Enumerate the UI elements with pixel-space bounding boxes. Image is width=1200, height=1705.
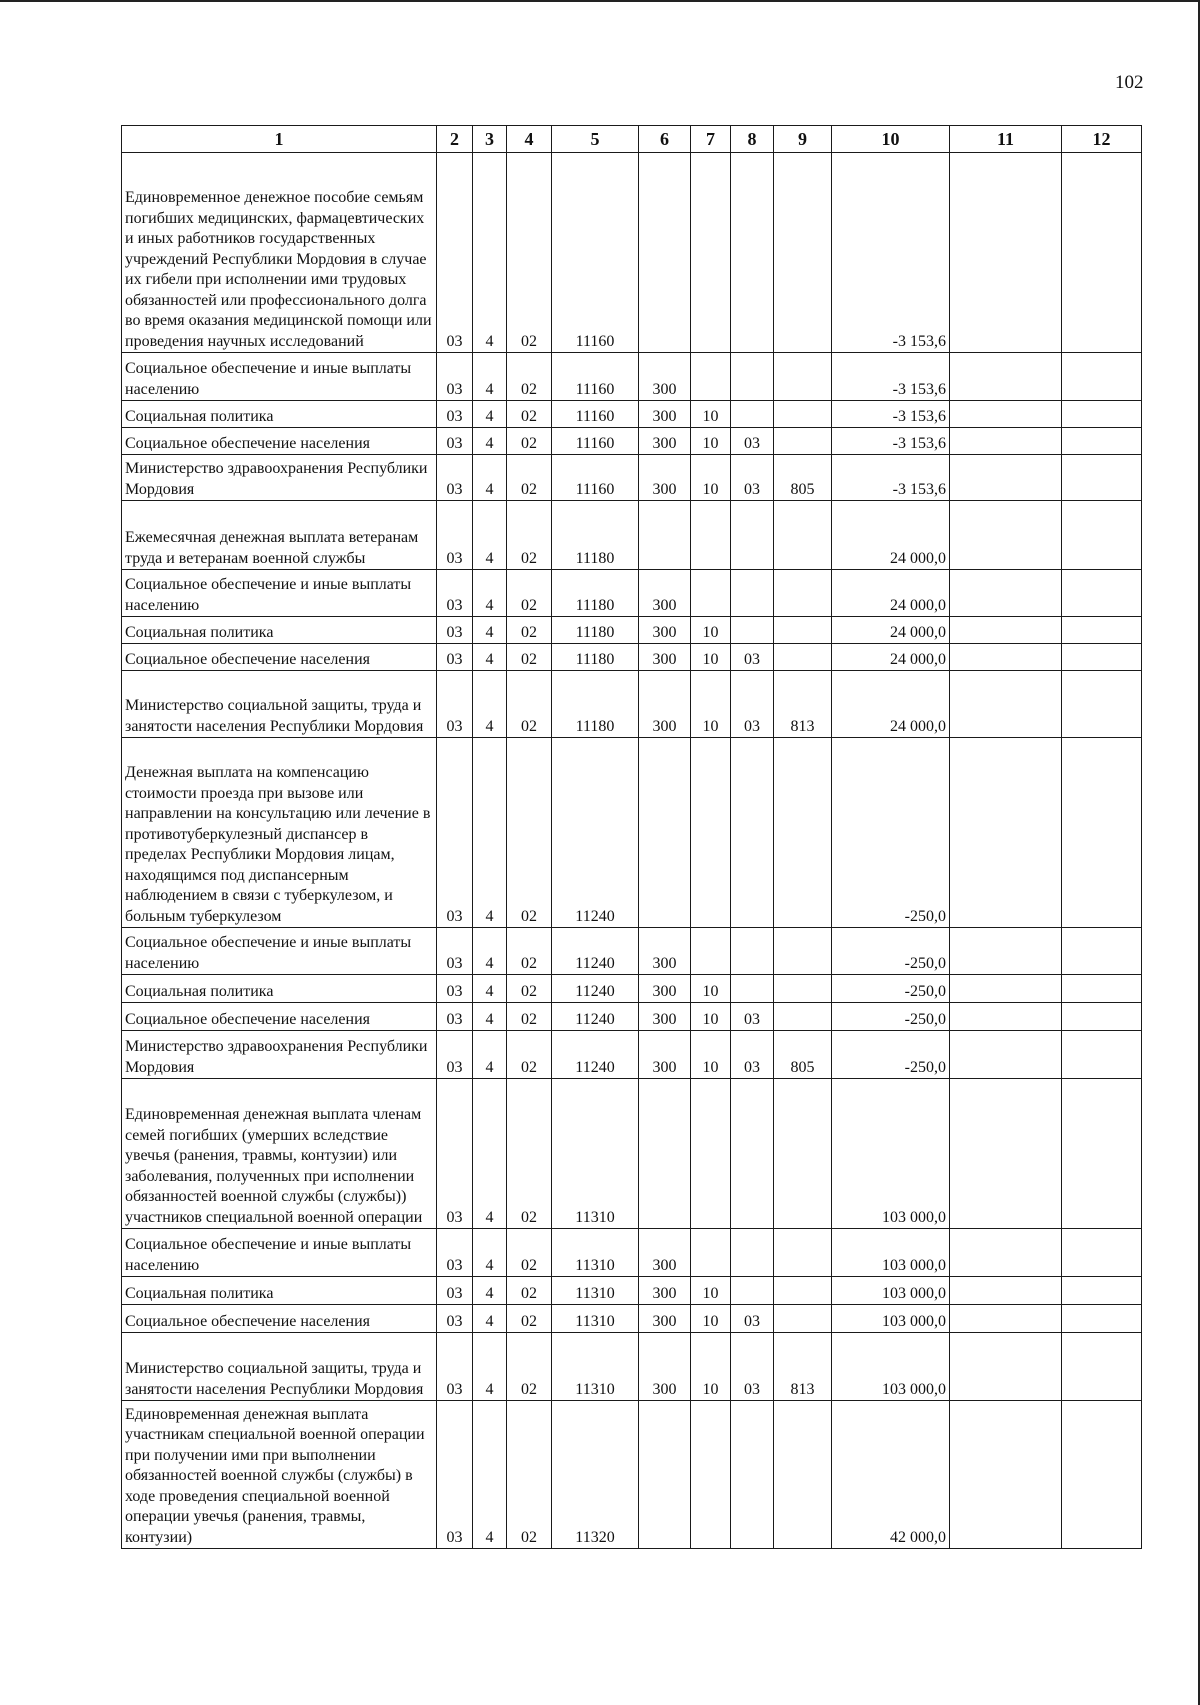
table-row	[122, 1305, 1142, 1333]
cell-col-5: 11180	[552, 644, 639, 671]
cell-col-6: 300	[639, 1333, 691, 1401]
cell-col-7: 10	[691, 644, 731, 671]
cell-col-12	[1062, 738, 1142, 928]
cell-col-9: 813	[774, 1333, 832, 1401]
cell-col-6: 300	[639, 455, 691, 501]
cell-col-12	[1062, 501, 1142, 570]
cell-col-9	[774, 153, 832, 353]
cell-col-2: 03	[437, 501, 473, 570]
cell-col-5: 11320	[552, 1401, 639, 1549]
column-header-4: 4	[507, 126, 552, 153]
cell-col-2: 03	[437, 1031, 473, 1079]
cell-col-4: 02	[507, 428, 552, 455]
cell-col-9: 813	[774, 671, 832, 738]
cell-col-11	[950, 1031, 1062, 1079]
table-row	[122, 1229, 1142, 1277]
cell-col-9	[774, 570, 832, 617]
cell-col-4: 02	[507, 153, 552, 353]
cell-col-7	[691, 738, 731, 928]
column-header-5: 5	[552, 126, 639, 153]
table-row	[122, 1031, 1142, 1079]
cell-col-12	[1062, 401, 1142, 428]
table-row	[122, 428, 1142, 455]
cell-col-3: 4	[473, 153, 507, 353]
cell-col-12	[1062, 1031, 1142, 1079]
cell-col-10: 103 000,0	[832, 1333, 950, 1401]
cell-col-9	[774, 353, 832, 401]
row-description: Министерство социальной защиты, труда и занятости населения Республики Мордовия	[122, 671, 437, 738]
cell-col-3: 4	[473, 1079, 507, 1229]
cell-col-7: 10	[691, 401, 731, 428]
cell-col-2: 03	[437, 1401, 473, 1549]
cell-col-10: -3 153,6	[832, 153, 950, 353]
column-header-12: 12	[1062, 126, 1142, 153]
cell-col-10: -250,0	[832, 738, 950, 928]
cell-col-6: 300	[639, 928, 691, 975]
cell-col-8: 03	[731, 1305, 774, 1333]
cell-col-7	[691, 1401, 731, 1549]
cell-col-11	[950, 644, 1062, 671]
cell-col-6	[639, 153, 691, 353]
cell-col-8	[731, 501, 774, 570]
cell-col-6: 300	[639, 975, 691, 1003]
cell-col-5: 11310	[552, 1305, 639, 1333]
cell-col-12	[1062, 1305, 1142, 1333]
cell-col-6: 300	[639, 1229, 691, 1277]
table-row	[122, 401, 1142, 428]
table-row	[122, 501, 1142, 570]
cell-col-10: 42 000,0	[832, 1401, 950, 1549]
cell-col-11	[950, 153, 1062, 353]
table-body	[122, 153, 1142, 1549]
row-description: Денежная выплата на компенсацию стоимости проезда при вызове или направлении на консультацию или лечение в противотуберкулезный диспансер в пределах Республики Мордовия лицам, находящимся под диспансерным наблюдением в связи с туберкулезом, и больным туберкулезом	[122, 738, 437, 928]
cell-col-5: 11180	[552, 671, 639, 738]
table-row	[122, 153, 1142, 353]
cell-col-10: 24 000,0	[832, 617, 950, 644]
cell-col-10: 103 000,0	[832, 1305, 950, 1333]
cell-col-9	[774, 1277, 832, 1305]
cell-col-4: 02	[507, 975, 552, 1003]
cell-col-5: 11180	[552, 617, 639, 644]
cell-col-3: 4	[473, 501, 507, 570]
cell-col-6	[639, 1079, 691, 1229]
cell-col-2: 03	[437, 1229, 473, 1277]
cell-col-10: 103 000,0	[832, 1277, 950, 1305]
cell-col-4: 02	[507, 570, 552, 617]
cell-col-6	[639, 1401, 691, 1549]
cell-col-2: 03	[437, 738, 473, 928]
table-row	[122, 1401, 1142, 1549]
cell-col-11	[950, 501, 1062, 570]
cell-col-10: 24 000,0	[832, 501, 950, 570]
cell-col-9	[774, 644, 832, 671]
row-description: Социальное обеспечение населения	[122, 1305, 437, 1333]
cell-col-10: -250,0	[832, 975, 950, 1003]
column-header-8: 8	[731, 126, 774, 153]
cell-col-3: 4	[473, 1031, 507, 1079]
cell-col-5: 11160	[552, 153, 639, 353]
cell-col-8	[731, 1229, 774, 1277]
cell-col-10: -3 153,6	[832, 428, 950, 455]
cell-col-6: 300	[639, 401, 691, 428]
row-description: Социальное обеспечение населения	[122, 428, 437, 455]
table-row	[122, 353, 1142, 401]
cell-col-5: 11240	[552, 928, 639, 975]
cell-col-4: 02	[507, 644, 552, 671]
cell-col-2: 03	[437, 928, 473, 975]
cell-col-8	[731, 401, 774, 428]
cell-col-4: 02	[507, 617, 552, 644]
cell-col-11	[950, 1333, 1062, 1401]
cell-col-4: 02	[507, 401, 552, 428]
cell-col-11	[950, 570, 1062, 617]
cell-col-7	[691, 153, 731, 353]
cell-col-12	[1062, 1003, 1142, 1031]
cell-col-5: 11240	[552, 975, 639, 1003]
cell-col-12	[1062, 644, 1142, 671]
cell-col-8: 03	[731, 455, 774, 501]
cell-col-11	[950, 428, 1062, 455]
cell-col-4: 02	[507, 501, 552, 570]
cell-col-7: 10	[691, 1333, 731, 1401]
row-description: Социальное обеспечение и иные выплаты населению	[122, 570, 437, 617]
cell-col-5: 11240	[552, 738, 639, 928]
column-header-1: 1	[122, 126, 437, 153]
cell-col-6: 300	[639, 671, 691, 738]
table-row	[122, 1003, 1142, 1031]
cell-col-8: 03	[731, 644, 774, 671]
cell-col-3: 4	[473, 975, 507, 1003]
cell-col-9	[774, 617, 832, 644]
cell-col-4: 02	[507, 671, 552, 738]
cell-col-7: 10	[691, 1277, 731, 1305]
row-description: Единовременная денежная выплата участникам специальной военной операции при получении ими при выполнении обязанностей военной службы (службы) в ходе проведения специальной военной операции увечья (ранения, травмы, контузии)	[122, 1401, 437, 1549]
cell-col-9	[774, 975, 832, 1003]
table-row	[122, 928, 1142, 975]
cell-col-12	[1062, 617, 1142, 644]
cell-col-2: 03	[437, 570, 473, 617]
row-description: Социальная политика	[122, 975, 437, 1003]
cell-col-8: 03	[731, 671, 774, 738]
cell-col-7: 10	[691, 975, 731, 1003]
row-description: Социальное обеспечение и иные выплаты населению	[122, 353, 437, 401]
cell-col-4: 02	[507, 1229, 552, 1277]
cell-col-8	[731, 617, 774, 644]
cell-col-9	[774, 501, 832, 570]
cell-col-3: 4	[473, 671, 507, 738]
row-description: Единовременная денежная выплата членам семей погибших (умерших вследствие увечья (ранения, травмы, контузии) или заболевания, полученных при исполнении обязанностей военной службы (службы)) участников специальной военной операции	[122, 1079, 437, 1229]
table-row	[122, 738, 1142, 928]
cell-col-4: 02	[507, 1079, 552, 1229]
cell-col-6: 300	[639, 428, 691, 455]
cell-col-7	[691, 1229, 731, 1277]
cell-col-3: 4	[473, 1333, 507, 1401]
cell-col-2: 03	[437, 617, 473, 644]
cell-col-7	[691, 353, 731, 401]
cell-col-8	[731, 1277, 774, 1305]
cell-col-7	[691, 570, 731, 617]
cell-col-11	[950, 401, 1062, 428]
cell-col-9	[774, 1003, 832, 1031]
cell-col-12	[1062, 975, 1142, 1003]
cell-col-4: 02	[507, 455, 552, 501]
cell-col-2: 03	[437, 153, 473, 353]
cell-col-10: 24 000,0	[832, 644, 950, 671]
cell-col-12	[1062, 570, 1142, 617]
cell-col-7: 10	[691, 1305, 731, 1333]
cell-col-4: 02	[507, 1401, 552, 1549]
cell-col-5: 11160	[552, 455, 639, 501]
cell-col-9: 805	[774, 455, 832, 501]
cell-col-3: 4	[473, 1305, 507, 1333]
scan-edge-top	[0, 0, 1200, 2]
cell-col-5: 11310	[552, 1229, 639, 1277]
cell-col-6	[639, 738, 691, 928]
cell-col-8	[731, 1079, 774, 1229]
cell-col-7	[691, 1079, 731, 1229]
cell-col-8	[731, 928, 774, 975]
cell-col-8	[731, 570, 774, 617]
cell-col-3: 4	[473, 1003, 507, 1031]
cell-col-11	[950, 1079, 1062, 1229]
row-description: Социальное обеспечение и иные выплаты населению	[122, 928, 437, 975]
cell-col-5: 11180	[552, 570, 639, 617]
cell-col-3: 4	[473, 428, 507, 455]
cell-col-3: 4	[473, 401, 507, 428]
column-header-6: 6	[639, 126, 691, 153]
cell-col-11	[950, 928, 1062, 975]
cell-col-11	[950, 975, 1062, 1003]
cell-col-9	[774, 1305, 832, 1333]
cell-col-9	[774, 738, 832, 928]
table-row	[122, 644, 1142, 671]
cell-col-5: 11240	[552, 1031, 639, 1079]
cell-col-4: 02	[507, 928, 552, 975]
cell-col-11	[950, 671, 1062, 738]
cell-col-4: 02	[507, 353, 552, 401]
cell-col-5: 11160	[552, 353, 639, 401]
cell-col-2: 03	[437, 1305, 473, 1333]
cell-col-4: 02	[507, 1333, 552, 1401]
cell-col-2: 03	[437, 1003, 473, 1031]
table-row	[122, 671, 1142, 738]
cell-col-5: 11310	[552, 1333, 639, 1401]
cell-col-5: 11310	[552, 1079, 639, 1229]
cell-col-6: 300	[639, 644, 691, 671]
column-header-3: 3	[473, 126, 507, 153]
cell-col-12	[1062, 428, 1142, 455]
cell-col-6	[639, 501, 691, 570]
cell-col-2: 03	[437, 455, 473, 501]
cell-col-10: 103 000,0	[832, 1229, 950, 1277]
cell-col-6: 300	[639, 1031, 691, 1079]
table-row	[122, 617, 1142, 644]
cell-col-12	[1062, 1277, 1142, 1305]
cell-col-3: 4	[473, 1277, 507, 1305]
cell-col-8: 03	[731, 1333, 774, 1401]
cell-col-6: 300	[639, 1003, 691, 1031]
table-row	[122, 455, 1142, 501]
cell-col-2: 03	[437, 1333, 473, 1401]
row-description: Министерство здравоохранения Республики Мордовия	[122, 455, 437, 501]
column-header-10: 10	[832, 126, 950, 153]
cell-col-7: 10	[691, 1003, 731, 1031]
cell-col-3: 4	[473, 1229, 507, 1277]
cell-col-2: 03	[437, 1079, 473, 1229]
cell-col-7: 10	[691, 428, 731, 455]
column-header-11: 11	[950, 126, 1062, 153]
cell-col-4: 02	[507, 1003, 552, 1031]
cell-col-11	[950, 1305, 1062, 1333]
page-number: 102	[1115, 72, 1144, 93]
cell-col-12	[1062, 928, 1142, 975]
cell-col-3: 4	[473, 570, 507, 617]
cell-col-11	[950, 1229, 1062, 1277]
row-description: Министерство здравоохранения Республики Мордовия	[122, 1031, 437, 1079]
cell-col-11	[950, 1401, 1062, 1549]
cell-col-7: 10	[691, 455, 731, 501]
cell-col-6: 300	[639, 1305, 691, 1333]
cell-col-8	[731, 153, 774, 353]
cell-col-4: 02	[507, 1031, 552, 1079]
table-row	[122, 1333, 1142, 1401]
row-description: Министерство социальной защиты, труда и занятости населения Республики Мордовия	[122, 1333, 437, 1401]
column-header-9: 9	[774, 126, 832, 153]
cell-col-3: 4	[473, 928, 507, 975]
cell-col-2: 03	[437, 975, 473, 1003]
cell-col-5: 11160	[552, 401, 639, 428]
budget-table	[121, 125, 1142, 1549]
cell-col-2: 03	[437, 671, 473, 738]
cell-col-12	[1062, 455, 1142, 501]
cell-col-8: 03	[731, 428, 774, 455]
row-description: Ежемесячная денежная выплата ветеранам труда и ветеранам военной службы	[122, 501, 437, 570]
cell-col-8: 03	[731, 1003, 774, 1031]
cell-col-8	[731, 975, 774, 1003]
cell-col-9	[774, 928, 832, 975]
cell-col-11	[950, 1003, 1062, 1031]
cell-col-11	[950, 353, 1062, 401]
cell-col-3: 4	[473, 1401, 507, 1549]
cell-col-2: 03	[437, 1277, 473, 1305]
cell-col-5: 11310	[552, 1277, 639, 1305]
cell-col-3: 4	[473, 617, 507, 644]
cell-col-6: 300	[639, 353, 691, 401]
cell-col-9	[774, 1401, 832, 1549]
cell-col-7: 10	[691, 671, 731, 738]
cell-col-10: -250,0	[832, 1031, 950, 1079]
cell-col-7	[691, 928, 731, 975]
cell-col-9	[774, 1079, 832, 1229]
cell-col-2: 03	[437, 401, 473, 428]
cell-col-7	[691, 501, 731, 570]
cell-col-6: 300	[639, 570, 691, 617]
table-row	[122, 1277, 1142, 1305]
cell-col-7: 10	[691, 1031, 731, 1079]
cell-col-12	[1062, 1229, 1142, 1277]
cell-col-7: 10	[691, 617, 731, 644]
cell-col-9	[774, 1229, 832, 1277]
cell-col-9	[774, 428, 832, 455]
cell-col-8	[731, 353, 774, 401]
cell-col-5: 11180	[552, 501, 639, 570]
cell-col-3: 4	[473, 455, 507, 501]
row-description: Социальное обеспечение населения	[122, 644, 437, 671]
row-description: Социальное обеспечение населения	[122, 1003, 437, 1031]
cell-col-10: -3 153,6	[832, 455, 950, 501]
cell-col-8: 03	[731, 1031, 774, 1079]
column-header-7: 7	[691, 126, 731, 153]
cell-col-8	[731, 738, 774, 928]
row-description: Социальная политика	[122, 617, 437, 644]
table-row	[122, 975, 1142, 1003]
column-header-2: 2	[437, 126, 473, 153]
cell-col-10: -3 153,6	[832, 353, 950, 401]
cell-col-2: 03	[437, 428, 473, 455]
cell-col-5: 11240	[552, 1003, 639, 1031]
table-row	[122, 570, 1142, 617]
cell-col-4: 02	[507, 1277, 552, 1305]
row-description: Социальная политика	[122, 401, 437, 428]
row-description: Единовременное денежное пособие семьям погибших медицинских, фармацевтических и иных работников государственных учреждений Республики Мордовия в случае их гибели при исполнении ими трудовых обязанностей или профессионального долга во время оказания медицинской помощи или проведения научных исследований	[122, 153, 437, 353]
table-row	[122, 1079, 1142, 1229]
cell-col-12	[1062, 1401, 1142, 1549]
cell-col-11	[950, 455, 1062, 501]
cell-col-10: 103 000,0	[832, 1079, 950, 1229]
cell-col-12	[1062, 1079, 1142, 1229]
cell-col-5: 11160	[552, 428, 639, 455]
cell-col-11	[950, 738, 1062, 928]
cell-col-12	[1062, 671, 1142, 738]
cell-col-11	[950, 617, 1062, 644]
cell-col-3: 4	[473, 644, 507, 671]
cell-col-12	[1062, 1333, 1142, 1401]
cell-col-10: -250,0	[832, 928, 950, 975]
cell-col-4: 02	[507, 738, 552, 928]
cell-col-3: 4	[473, 353, 507, 401]
row-description: Социальное обеспечение и иные выплаты населению	[122, 1229, 437, 1277]
cell-col-10: -3 153,6	[832, 401, 950, 428]
cell-col-10: 24 000,0	[832, 671, 950, 738]
row-description: Социальная политика	[122, 1277, 437, 1305]
cell-col-12	[1062, 353, 1142, 401]
cell-col-6: 300	[639, 1277, 691, 1305]
cell-col-6: 300	[639, 617, 691, 644]
cell-col-10: 24 000,0	[832, 570, 950, 617]
cell-col-2: 03	[437, 644, 473, 671]
cell-col-3: 4	[473, 738, 507, 928]
cell-col-12	[1062, 153, 1142, 353]
cell-col-4: 02	[507, 1305, 552, 1333]
table-header-row	[122, 126, 1142, 153]
cell-col-11	[950, 1277, 1062, 1305]
cell-col-8	[731, 1401, 774, 1549]
cell-col-2: 03	[437, 353, 473, 401]
cell-col-10: -250,0	[832, 1003, 950, 1031]
cell-col-9	[774, 401, 832, 428]
cell-col-9: 805	[774, 1031, 832, 1079]
